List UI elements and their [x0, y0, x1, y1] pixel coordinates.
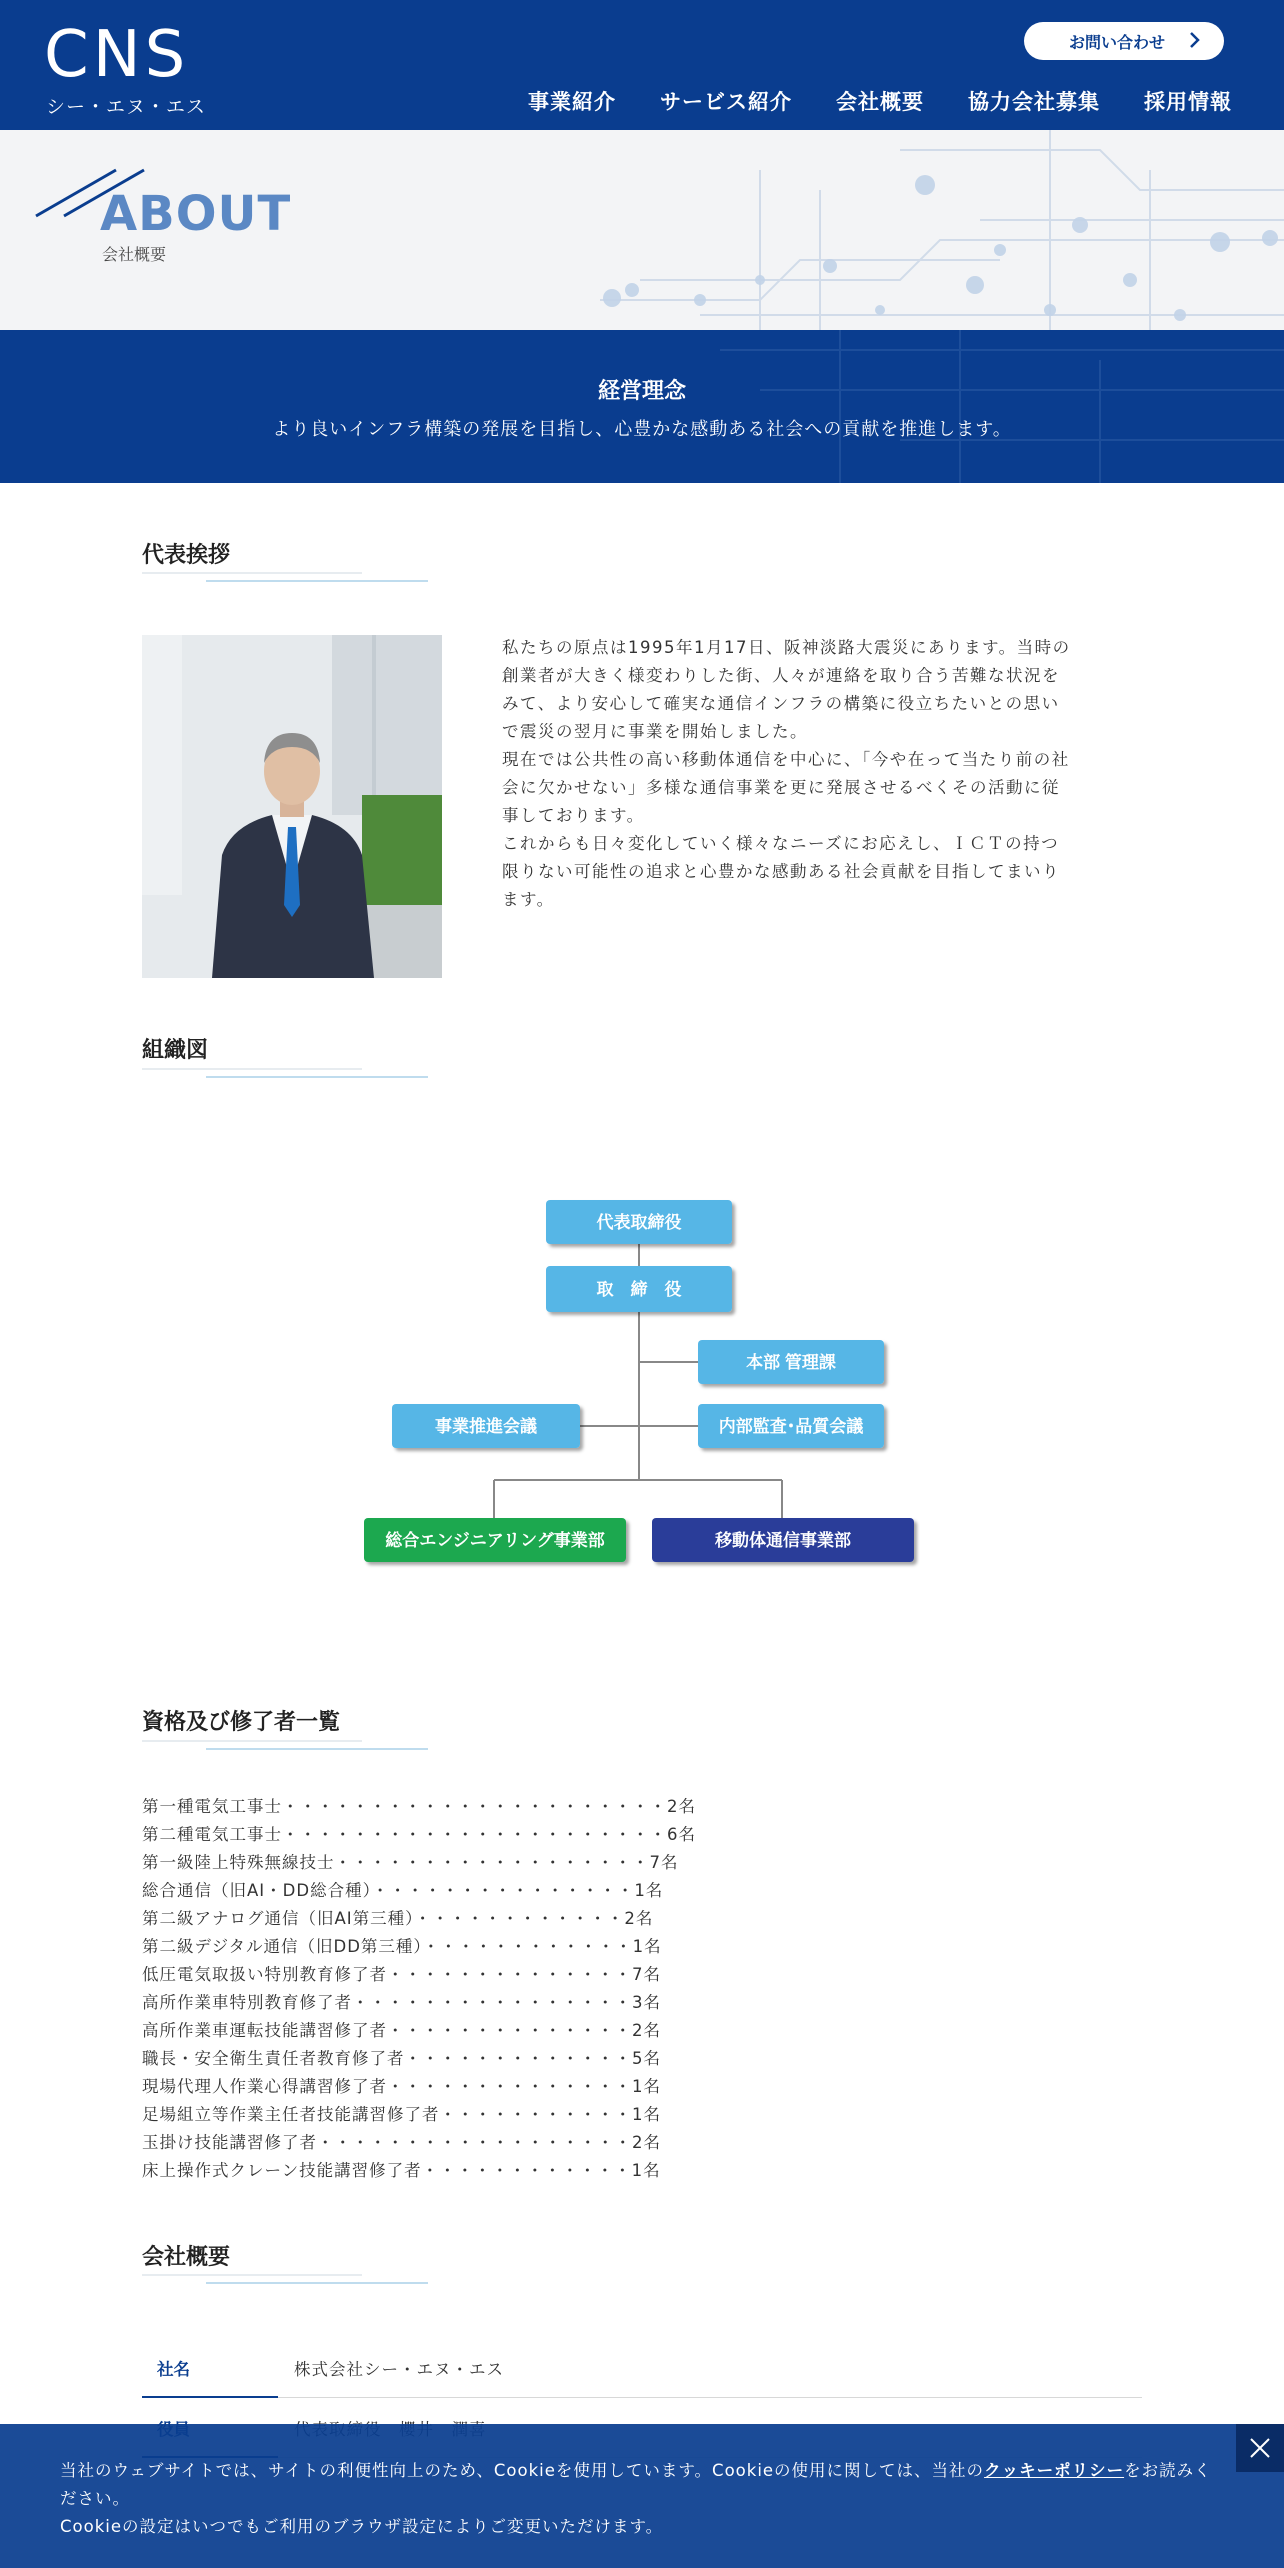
- chevron-right-icon: [1188, 31, 1202, 54]
- nav-business[interactable]: 事業紹介: [528, 90, 616, 114]
- page-title: ABOUT: [100, 186, 292, 242]
- greeting-heading: 代表挨拶: [142, 543, 231, 568]
- list-item: 第二級デジタル通信（旧DD第三種）・・・・・・・・・・・・1名: [142, 1937, 662, 1956]
- list-item: 床上操作式クレーン技能講習修了者・・・・・・・・・・・・1名: [142, 2161, 661, 2180]
- list-item: 足場組立等作業主任者技能講習修了者・・・・・・・・・・・1名: [142, 2105, 661, 2124]
- list-item: 第一種電気工事士・・・・・・・・・・・・・・・・・・・・・・2名: [142, 1797, 696, 1816]
- nav-recruit[interactable]: 採用情報: [1144, 90, 1232, 114]
- cookie-text-part: 当社のウェブサイトでは、サイトの利便性向上のため、Cookieを使用しています。Cookieの使用に関しては、当社の: [60, 2461, 985, 2480]
- heading-underline: [142, 1738, 428, 1752]
- cookie-text: [60, 2457, 1220, 2541]
- qualification-list: [142, 1793, 696, 2185]
- list-item: 現場代理人作業心得講習修了者・・・・・・・・・・・・・・1名: [142, 2077, 661, 2096]
- main-nav: [528, 86, 1232, 116]
- contact-button-label: お問い合わせ: [1068, 32, 1165, 52]
- list-item: 職長・安全衛生責任者教育修了者・・・・・・・・・・・・・5名: [142, 2049, 661, 2068]
- table-row: [142, 2338, 1142, 2398]
- org-eng-label: 総合エンジニアリング事業部: [385, 1531, 605, 1550]
- greeting-paragraph: これからも日々変化していく様々なニーズにお応えし、ＩＣＴの持つ限りない可能性の追求と心豊かな感動ある社会貢献を目指してまいります。: [502, 834, 1060, 909]
- list-item: 第一級陸上特殊無線技士・・・・・・・・・・・・・・・・・・7名: [142, 1853, 679, 1872]
- list-item: 第二級アナログ通信（旧AI第三種）・・・・・・・・・・・・2名: [142, 1909, 654, 1928]
- cookie-close-button[interactable]: [1236, 2424, 1284, 2472]
- list-item: 第二種電気工事士・・・・・・・・・・・・・・・・・・・・・・6名: [142, 1825, 696, 1844]
- logo[interactable]: CNS: [44, 18, 190, 92]
- list-item: 低圧電気取扱い特別教育修了者・・・・・・・・・・・・・・7名: [142, 1965, 661, 1984]
- nav-partners[interactable]: 協力会社募集: [968, 90, 1100, 114]
- circuit-decoration: [0, 330, 1284, 483]
- org-admin-label: 本部 管理課: [746, 1353, 836, 1372]
- org-heading: 組織図: [142, 1038, 209, 1063]
- list-item: 高所作業車運転技能講習修了者・・・・・・・・・・・・・・2名: [142, 2021, 661, 2040]
- contact-button[interactable]: [1024, 22, 1224, 60]
- close-icon: [1249, 2437, 1271, 2459]
- heading-underline: [142, 570, 428, 584]
- hero-banner: [0, 130, 1284, 330]
- org-chart: [360, 1190, 920, 1580]
- greeting-paragraph: 現在では公共性の高い移動体通信を中心に、「今や在って当たり前の社会に欠かせない」多様な通信事業を更に発展させるべくその活動に従事しております。: [502, 750, 1070, 825]
- philosophy-text: より良いインフラ構築の発展を目指し、心豊かな感動ある社会への貢献を推進します。: [272, 419, 1012, 440]
- nav-services[interactable]: サービス紹介: [660, 90, 792, 114]
- list-item: 玉掛け技能講習修了者・・・・・・・・・・・・・・・・・・2名: [142, 2133, 661, 2152]
- greeting-paragraph: 私たちの原点は1995年1月17日、阪神淡路大震災にあります。当時の創業者が大きく様変わりした街、人々が連絡を取り合う苦難な状況をみて、より安心して確実な通信インフラの構築に役立ちたいとの思いで震災の翌月に事業を開始しました。: [502, 638, 1071, 741]
- org-promo-label: 事業推進会議: [435, 1417, 537, 1436]
- site-header: [0, 0, 1284, 130]
- org-audit-label: 内部監査･品質会議: [718, 1417, 864, 1436]
- org-ceo-label: 代表取締役: [596, 1213, 682, 1232]
- company-heading: 会社概要: [142, 2245, 231, 2270]
- qualifications-heading: 資格及び修了者一覧: [142, 1710, 341, 1735]
- heading-underline: [142, 1066, 428, 1080]
- cookie-settings-text: Cookieの設定はいつでもご利用のブラウザ設定によりご変更いただけます。: [60, 2517, 664, 2536]
- logo-subtitle[interactable]: シー・エヌ・エス: [46, 96, 207, 118]
- org-mobile-label: 移動体通信事業部: [715, 1531, 851, 1550]
- cookie-text-part: をお読みください。: [60, 2461, 1212, 2508]
- nav-company[interactable]: 会社概要: [836, 90, 924, 114]
- page-subtitle: 会社概要: [102, 245, 167, 264]
- philosophy-title: 経営理念: [597, 379, 686, 404]
- cookie-banner: [0, 2424, 1284, 2568]
- org-directors-label: 取 締 役: [596, 1280, 682, 1299]
- cookie-policy-link[interactable]: クッキーポリシー: [984, 2461, 1125, 2480]
- list-item: 総合通信（旧AI・DD総合種）・・・・・・・・・・・・・・・1名: [142, 1881, 664, 1900]
- table-key: 社名: [157, 2359, 190, 2379]
- ceo-photo: [142, 635, 442, 978]
- list-item: 高所作業車特別教育修了者・・・・・・・・・・・・・・・・3名: [142, 1993, 661, 2012]
- heading-underline: [142, 2272, 428, 2286]
- philosophy-band: [0, 330, 1284, 483]
- table-value: 株式会社シー・エヌ・エス: [294, 2359, 504, 2379]
- greeting-text: [502, 634, 1072, 914]
